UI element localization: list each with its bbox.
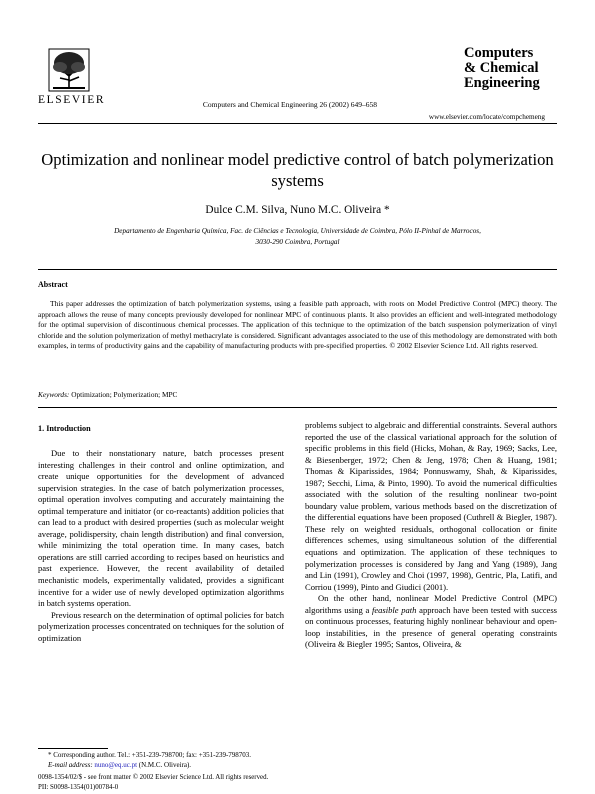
journal-logo-line: Engineering	[464, 75, 540, 91]
elsevier-tree-icon	[48, 48, 90, 92]
left-column	[38, 448, 284, 644]
paragraph-text: approach have been tested with success on continuous processes, featuring highly nonlinear behaviour and open-loop instabilities, in the presence of general operating constraints (Oliveira & Biegler 1995; Santos, Oliveira, &	[305, 604, 557, 650]
footnote-divider	[38, 748, 108, 749]
journal-logo-line: & Chemical	[464, 60, 539, 76]
section-heading: 1. Introduction	[38, 424, 91, 433]
keywords	[38, 390, 557, 399]
journal-logo-line: Computers	[464, 45, 534, 61]
emphasis-text: feasible path	[371, 604, 417, 615]
pii-line: PII: S0098-1354(01)00784-0	[38, 783, 119, 791]
copyright-line: 0098-1354/02/$ - see front matter © 2002 Elsevier Science Ltd. All rights reserved.	[38, 774, 269, 781]
email-link[interactable]: nuno@eq.uc.pt	[94, 760, 138, 769]
paragraph-text: On the other hand, nonlinear Model Predictive Control (MPC) algorithms using a	[305, 593, 557, 615]
keywords-list: Optimization; Polymerization; MPC	[71, 390, 178, 399]
paragraph: problems subject to algebraic and differential constraints. Several authors reported the use of the classical variational approach for the solution of specific problems in this field (Hicks, Mohan, & Ray, 1969; Sacks, Lee, & Biesenberger, 1972; Chen & Jeng, 1978; Chen & Huang, 1981; Thomas & Kiparissides, 1984; Ponnuswamy, Shah, & Kiparissides, 1987; Secchi, Lima, & Pinto, 1990). To avoid the numerical difficulties associated with the solution of the resulting nonlinear two-point boundary value problem, various methods based on the discretization of the differential equations have been proposed (Cuthrell & Biegler, 1987). These rely on weighted residuals, orthogonal collocation or finite differences schemes, using simultaneous solution of the differential equations and optimization. The application of these techniques to polymerization processes is considered by Jang and Yang (1989), Jang and Lin (1991), Crowley and Choi (1997, 1998), Gentric, Pla, Latifi, and Corriou (1999), Pinto and Giudici (2001).	[305, 420, 557, 592]
paragraph: Due to their nonstationary nature, batch processes present interesting challenges in their control and online optimization, and create unique opportunities for the development of advanced supervision strategies. In the case of batch polymerization processes, optimal operation involves computing and accurately maintaining the optimal temperature and initiator (or co-reactants) addition policies that can lead to a product with desired properties (such as molecular weight average, polidispersity, chain length distribution) and final conversion, while minimizing the total operation time. In many cases, batch operations are still carried according to recipes based on heuristics and past experience. However, the recent availability of detailed mechanistic models, experimentally validated, provides a significant incentive for a wider use of newly developed optimization algorithms in batch systems operation.	[38, 448, 284, 609]
article-authors: Dulce C.M. Silva, Nuno M.C. Oliveira *	[205, 204, 390, 216]
email-label: E-mail address:	[48, 760, 93, 769]
paragraph	[305, 593, 557, 651]
article-title: Optimization and nonlinear model predictive control of batch polymerization systems	[41, 150, 554, 190]
keywords-label: Keywords:	[38, 390, 70, 399]
footnote-correspondence: * Corresponding author. Tel.: +351-239-798700; fax: +351-239-798703.	[48, 751, 252, 759]
footnote-email-line	[38, 761, 286, 771]
author-affiliation	[60, 226, 535, 248]
abstract-heading: Abstract	[38, 280, 68, 289]
copyright-block	[38, 773, 438, 792]
affiliation-line: Departamento de Engenharia Química, Fac. de Ciências e Tecnologia, Universidade de Coimbra, Pólo II-Pinhal de Marrocos,	[114, 227, 481, 235]
journal-url[interactable]: www.elsevier.com/locate/compchemeng	[428, 113, 545, 121]
abstract-top-divider	[38, 269, 557, 270]
elsevier-logo	[38, 48, 106, 110]
header-divider	[38, 123, 557, 124]
footnote	[38, 751, 286, 770]
publisher-name: ELSEVIER	[38, 94, 106, 106]
affiliation-line: 3030-290 Coimbra, Portugal	[255, 238, 340, 246]
right-column	[305, 420, 557, 651]
journal-logo	[464, 46, 556, 91]
abstract-bottom-divider	[38, 407, 557, 408]
journal-citation: Computers and Chemical Engineering 26 (2002) 649–658	[202, 100, 378, 109]
email-suffix: (N.M.C. Oliveira).	[138, 760, 192, 769]
paragraph: Previous research on the determination of optimal policies for batch polymerization processes concentrated on techniques for the solution of optimization	[38, 609, 284, 643]
abstract-text: This paper addresses the optimization of batch polymerization systems, using a feasible path approach, with roots on Model Predictive Control (MPC) theory. The approach allows the reuse of many concepts previously developed for nonlinear MPC of continuous plants. It also provides an efficient and well-integrated methodology for the optimal supervision of discontinuous chemical processes. The application of this technique to the optimization of the batch suspension polymerization of vinyl chloride and the solution polymerization of methyl methacrylate is considered. Significant advantages associated to the use of this methodology are demonstrated with both examples, in terms of productivity gains and the capability of manufacturing products with pre-specified properties. © 2002 Elsevier Science Ltd. All rights reserved.	[38, 299, 557, 351]
